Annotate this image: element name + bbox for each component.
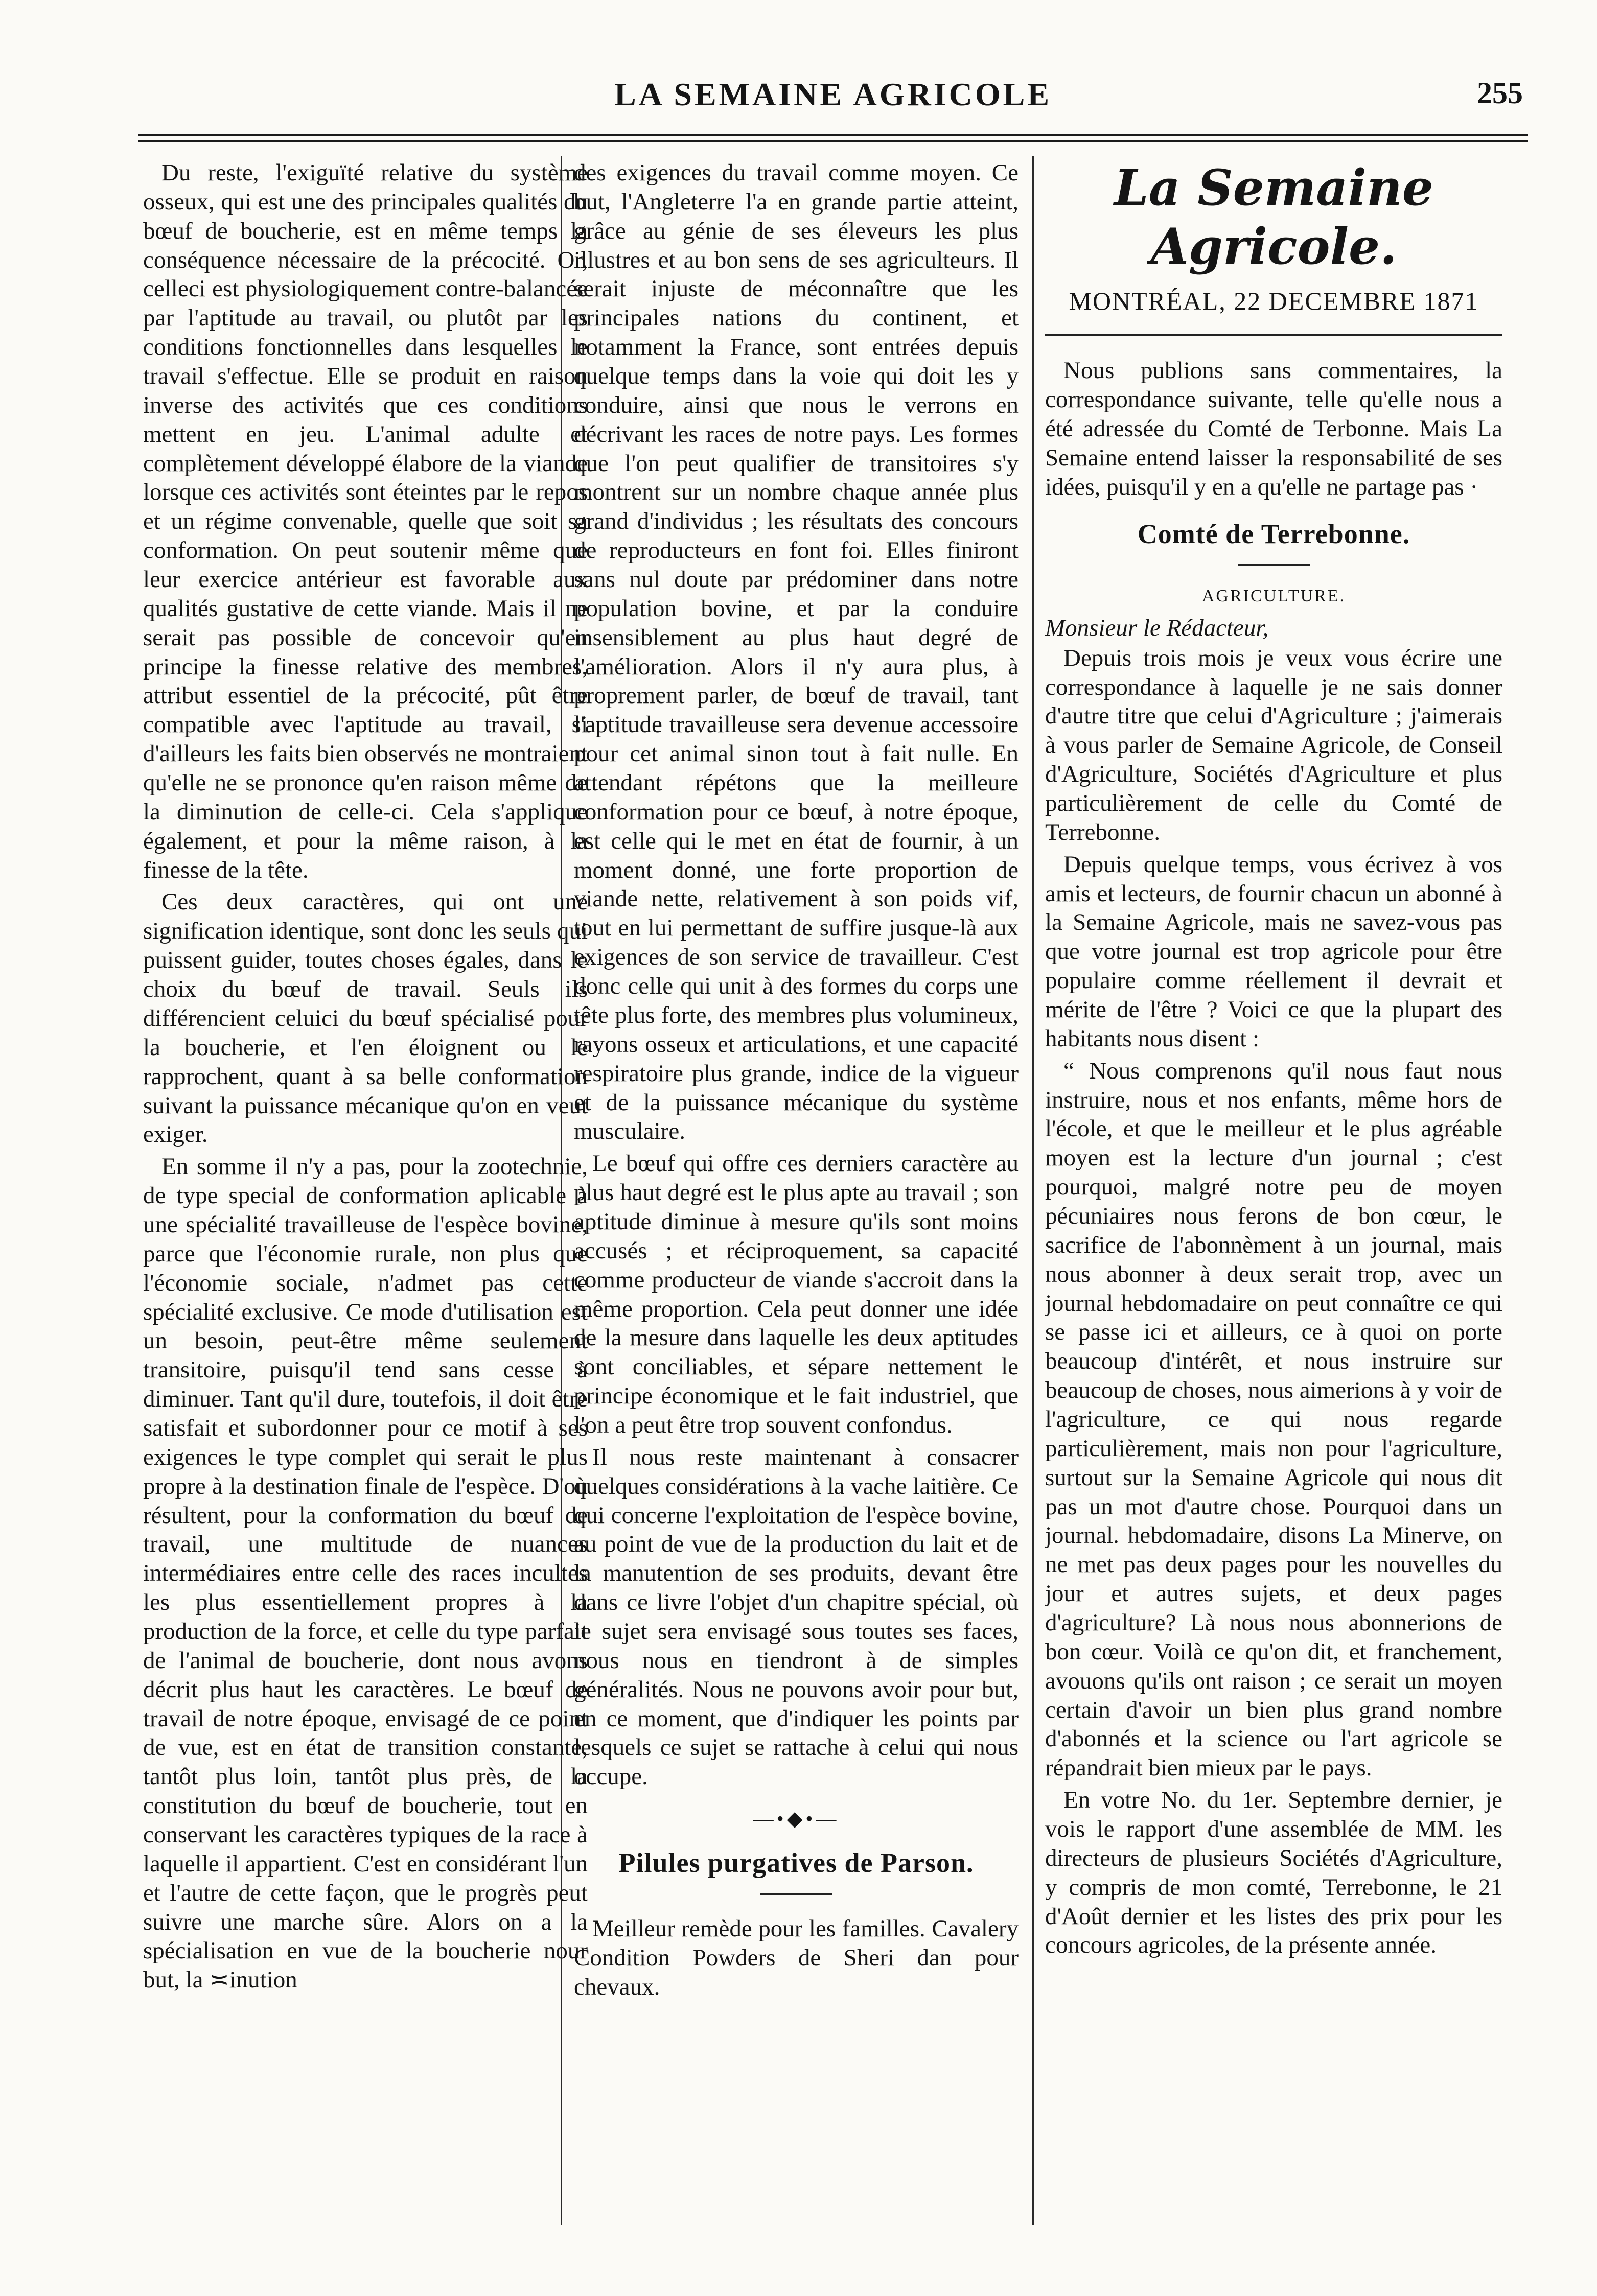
article-paragraph: Du reste, l'exiguïté relative du système osseux, qui est une des principales qualités du bœuf de boucherie, est en même temps la conséquence nécessaire de la précocité. Or, celleci est physiologiquement contre-balancée par l'aptitude au travail, ou plutôt par les conditions fonctionnelles dans lesquelles le travail s'effectue. Elle se produit en raison inverse des activités que ces conditions mettent en jeu. L'animal adulte et complètement développé élabore de la viande lorsque ces activités sont éteintes par le repos et un régime convenable, quelle que soit sa conformation. On peut soutenir même que leur exercice antérieur est favorable aux qualités gustative de cette viande. Mais il ne serait pas possible de concevoir qu'en principe la finesse relative des membres, attribut essentiel de la précocité, pût être compatible avec l'aptitude au travail, si d'ailleurs les faits bien observés ne montraient qu'elle ne se prononce qu'en raison même de la diminution de celle-ci. Cela s'applique également, et pour la même raison, à la finesse de la tête. [143,159,588,883]
masthead: La Semaine Agricole. [1114,159,1433,276]
column-middle [574,158,1019,2228]
article-paragraph: des exigences du travail comme moyen. Ce but, l'Angleterre l'a en grande partie atteint, grâce au génie de ses éleveurs les plus illustres et au bon sens de ses agriculteurs. Il serait injuste de méconnaître que les principales nations du continent, et notamment la France, sont entrées depuis quelque temps dans la voie qui doit les y conduire, ainsi que nous le verrons en décrivant les races de notre pays. Les formes que l'on peut qualifier de transitoires s'y montrent sur un nombre chaque année plus grand d'individus ; les résultats des concours de reproducteurs en font foi. Elles finiront sans nul doute par prédominer dans notre population bovine, et par la conduire insensiblement au plus haut degré de l'amélioration. Alors il n'y aura plus, à proprement parler, de bœuf de travail, tant l'aptitude travailleuse sera devenue accessoire pour cet animal sinon tout à fait nulle. En attendant répétons que la meilleure conformation pour ce bœuf, à notre époque, est celle qui le met en état de fournir, à un moment donné, une forte proportion de viande nette, relativement à son poids vif, tout en lui permettant de suffire jusque-là aux exigences de son service de travailleur. C'est donc celle qui unit à des formes du corps une tête plus forte, des membres plus volumineux, rayons osseux et articulations, et une capacité respiratoire plus grande, indice de la vigueur et de la puissance mécanique du système musculaire. [574,159,1019,1145]
subheading: AGRICULTURE. [1201,586,1346,605]
letter-paragraph: En votre No. du 1er. Septembre dernier, je vois le rapport d'une assemblée de MM. les directeurs de plusieurs Sociétés d'Agriculture, y compris de mon comté, Terrebonne, le 21 d'Août dernier et les listes des prix pour les concours agricoles, de la présente année. [1045,1787,1502,1959]
header-rule-thick [138,134,1528,136]
heading-rule [1238,564,1310,566]
article-paragraph: Il nous reste maintenant à consacrer quelques considérations à la vache laitière. Ce qui concerne l'exploitation de l'espèce bovine, au point de vue de la production du lait et de la manutention de ses produits, devant être dans ce livre l'objet d'un chapitre spécial, où le sujet sera envisagé sous toutes ses faces, nous nous en tiendront à de simples généralités. Nous ne pouvons avoir pour but, en ce moment, que d'indiquer les points par lesquels ce sujet se rattache à celui qui nous occupe. [574,1443,1019,1790]
section-ornament: —•◆•— [753,1807,840,1831]
salutation: Monsieur le Rédacteur, [1045,614,1269,641]
article-paragraph: En somme il n'y a pas, pour la zootechnie, de type special de conformation aplicable à une spécialité travailleuse de l'espèce bovine, parce que l'économie rurale, non plus que l'économie sociale, n'admet pas cette spécialité exclusive. Ce mode d'utilisation est un besoin, peut-être même seulement transitoire, puisqu'il tend sans cesse à diminuer. Tant qu'il dure, toutefois, il doit être satisfait et subordonner pour ce motif à ses exigences le type complet qui serait le plus propre à la destination finale de l'espèce. D'où résultent, pour la conformation du bœuf de travail, une multitude de nuances intermédiaires entre celle des races incultes les plus essentiellement propres à la production de la force, et celle du type parfait de l'animal de boucherie, dont nous avons décrit plus haut les caractères. Le bœuf de travail de notre époque, envisagé de ce point de vue, est en état de transition constante, tantôt plus loin, tantôt plus près, de la constitution du bœuf de boucherie, tout en conservant les caractères typiques de la race à laquelle il appartient. C'est en considérant l'un et l'autre de cette façon, que le progrès peut suivre une marche sûre. Alors on a la spécialisation en vue de la boucherie nour but, la ≍inution [143,1153,588,1994]
letter-paragraph: “ Nous comprenons qu'il nous faut nous instruire, nous et nos enfants, même hors de l'école, et que le meilleur et le plus agréable moyen est la lecture d'un journal ; c'est pourquoi, malgré notre peu de moyen pécuniaires nous ferons de bon cœur, le sacrifice de l'abonnèment à un journal, mais nous abonner à deux serait trop, avec un journal hebdomadaire on peut connaître ce qui se passe ici et ailleurs, ce à quoi on porte beaucoup d'intérêt, et nous instruire sur beaucoup de choses, nous aimerions à y voir de l'agriculture, ce qui nous regarde particulièrement, mais non pour l'agriculture, surtout sur la Semaine Agricole qui nous dit pas un mot d'autre chose. Pourquoi dans un journal. hebdomadaire, disons La Minerve, on ne met pas deux pages pour les nouvelles du jour et autres sujets, et deux pages d'agriculture? Là nous nous abonnerions de bon cœur. Voilà ce qu'on dit, et franchement, avouons qu'ils ont raison ; ce serait un moyen certain d'avoir un bien plus grand nombre d'abonnés et la science ou l'art agricole se répandrait bien mieux par le pays. [1045,1057,1502,1782]
section-heading: Comté de Terrebonne. [1137,518,1410,549]
letter-paragraph: Depuis quelque temps, vous écrivez à vos amis et lecteurs, de fournir chacun un abonné à la Semaine Agricole, mais ne savez-vous pas que votre journal est trop agricole pour être populaire comme réellement il devrait et mérite de l'être ? Voici ce que la plupart des habitants nous disent : [1045,851,1502,1052]
page-header [143,76,1523,137]
advertisement-text: Meilleur remède pour les familles. Cavalery Condition Powders de Sheri dan pour chevaux. [574,1915,1019,2000]
column-left [143,158,588,2228]
dateline: MONTRÉAL, 22 DECEMBRE 1871 [1069,287,1479,316]
column-divider-2 [1032,156,1034,2225]
advertisement-heading: Pilules purgatives de Parson. [618,1847,974,1879]
running-title: LA SEMAINE AGRICOLE [614,76,1052,112]
editor-intro: Nous publions sans commentaires, la correspondance suivante, telle qu'elle nous a été adressée du Comté de Terbonne. Mais La Semaine entend laisser la responsabilité de ses idées, puisqu'il y en a qu'elle ne partage pas · [1045,357,1502,500]
masthead-rule [1045,334,1502,336]
header-rule-thin [138,140,1528,142]
article-paragraph: Le bœuf qui offre ces derniers caractère au plus haut degré est le plus apte au travail ; son aptitude diminue à mesure qu'ils sont moins accusés ; et réciproquement, sa capacité comme producteur de viande s'accroit dans la même proportion. Cela peut donner une idée de la mesure dans laquelle les deux aptitudes sont conciliables, et sépare nettement le principe économique et le fait industriel, que l'on a peut être trop souvent confondus. [574,1150,1019,1438]
article-paragraph: Ces deux caractères, qui ont une signification identique, sont donc les seuls qui puissent guider, toutes choses égales, dans le choix du bœuf de travail. Seuls ils différencient celuici du bœuf spécialisé pour la boucherie, et l'en éloignent ou le rapprochent, quant à sa belle conformation suivant la puissance mécanique qu'on en veut exiger. [143,888,588,1148]
letter-paragraph: Depuis trois mois je veux vous écrire une correspondance à laquelle je ne sais donner d'autre titre que celui d'Agriculture ; j'aimerais à vous parler de Semaine Agricole, de Conseil d'Agriculture, Sociétés d'Agriculture et plus particulièrement de celle du Comté de Terrebonne. [1045,644,1502,846]
heading-rule [760,1893,832,1895]
column-right [1045,158,1502,2228]
page-number: 255 [1477,76,1523,110]
